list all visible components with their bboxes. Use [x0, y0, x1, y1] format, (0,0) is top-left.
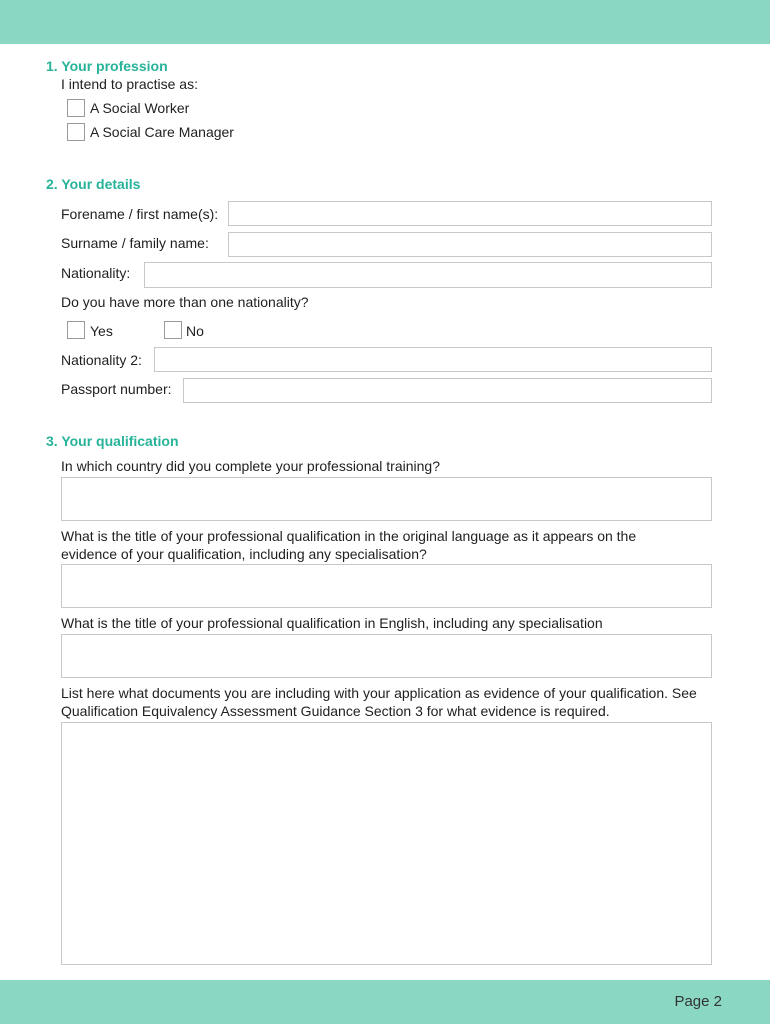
training-country-field[interactable] — [61, 477, 712, 521]
section-heading-qualification: 3. Your qualification — [46, 433, 179, 449]
documents-field[interactable] — [61, 722, 712, 965]
section-heading-details: 2. Your details — [46, 176, 141, 192]
profession-prompt: I intend to practise as: — [61, 76, 198, 92]
yes-label: Yes — [90, 323, 113, 339]
country-question: In which country did you complete your professional training? — [61, 458, 440, 474]
nationality-field[interactable] — [144, 262, 712, 288]
multi-nationality-question: Do you have more than one nationality? — [61, 294, 309, 310]
original-title-field[interactable] — [61, 564, 712, 608]
footer-band — [0, 980, 770, 1024]
documents-question: List here what documents you are including with your application as evidence of your qualification. See Qualification Equivalency Assessment Guidance Section 3 for what evidence is required. — [61, 685, 697, 719]
social-worker-checkbox[interactable] — [67, 99, 85, 117]
english-title-question: What is the title of your professional qualification in English, including any specialisation — [61, 615, 603, 631]
surname-label: Surname / family name: — [61, 235, 209, 251]
nationality-label: Nationality: — [61, 265, 131, 281]
nationality2-field[interactable] — [154, 347, 712, 372]
passport-field[interactable] — [183, 378, 712, 403]
section-heading-profession: 1. Your profession — [46, 58, 168, 74]
forename-field[interactable] — [228, 201, 712, 226]
header-band — [0, 0, 770, 44]
original-title-question: What is the title of your professional qualification in the original language as it appears on the evidence of your qualification, including any specialisation? — [61, 528, 637, 562]
multi-nationality-no-checkbox[interactable] — [164, 321, 182, 339]
forename-label: Forename / first name(s): — [61, 206, 219, 222]
nationality2-label: Nationality 2: — [61, 352, 142, 368]
english-title-field[interactable] — [61, 634, 712, 678]
social-care-manager-label: A Social Care Manager — [90, 124, 234, 140]
page-number: Page 2 — [674, 993, 722, 1010]
no-label: No — [186, 323, 204, 339]
passport-label: Passport number: — [61, 381, 172, 397]
social-care-manager-checkbox[interactable] — [67, 123, 85, 141]
multi-nationality-yes-checkbox[interactable] — [67, 321, 85, 339]
surname-field[interactable] — [228, 232, 712, 257]
social-worker-label: A Social Worker — [90, 100, 190, 116]
